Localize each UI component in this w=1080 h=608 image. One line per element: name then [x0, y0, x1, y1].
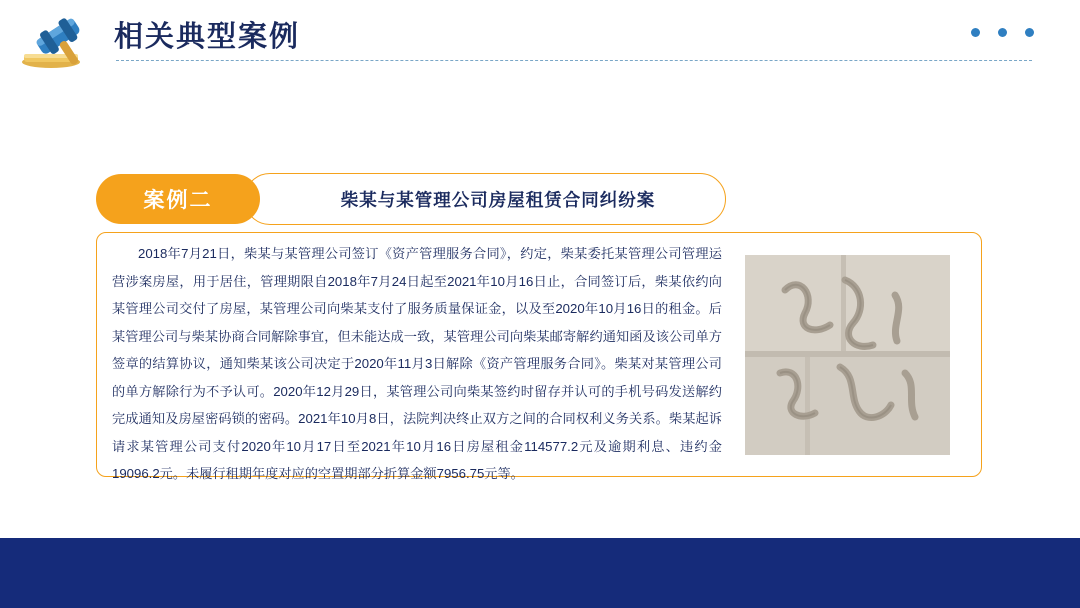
page-title: 相关典型案例: [114, 21, 301, 53]
case-label-badge: 案例二: [96, 174, 260, 224]
gavel-icon: [18, 10, 96, 70]
dot-icon: [1025, 28, 1034, 37]
page-header: [0, 0, 1080, 80]
case-photo: [745, 255, 950, 455]
header-dots: [971, 28, 1034, 37]
case-title-pill: [244, 173, 726, 225]
case-title: 柴某与某管理公司房屋租赁合同纠纷案: [340, 189, 656, 210]
dot-icon: [998, 28, 1007, 37]
footer-bar: [0, 538, 1080, 608]
dot-icon: [971, 28, 980, 37]
title-divider: [116, 60, 1032, 61]
case-body-text: 2018年7月21日，柴某与某管理公司签订《资产管理服务合同》，约定，柴某委托某管理公司管理运营涉案房屋，用于居住，管理期限自2018年7月24日起至2021年10月16日止，合同签订后，柴某依约向某管理公司交付了房屋，某管理公司向柴某支付了服务质量保证金，以及至2020年10月16日的租金。后某管理公司与柴某协商合同解除事宜，但未能达成一致，某管理公司向柴某邮寄解约通知函及该公司单方签章的结算协议，通知柴某该公司决定于2020年11月3日解除《资产管理服务合同》。柴某对某管理公司的单方解除行为不予认可。2020年12月29日，某管理公司向柴某签约时留存并认可的手机号码发送解约完成通知及房屋密码锁的密码。2021年10月8日，法院判决终止双方之间的合同权利义务关系。柴某起诉请求某管理公司支付2020年10月17日至2021年10月16日房屋租金114577.2元及逾期利息、违约金19096.2元。未履行租期年度对应的空置期部分折算金额7956.75元等。: [112, 246, 722, 481]
